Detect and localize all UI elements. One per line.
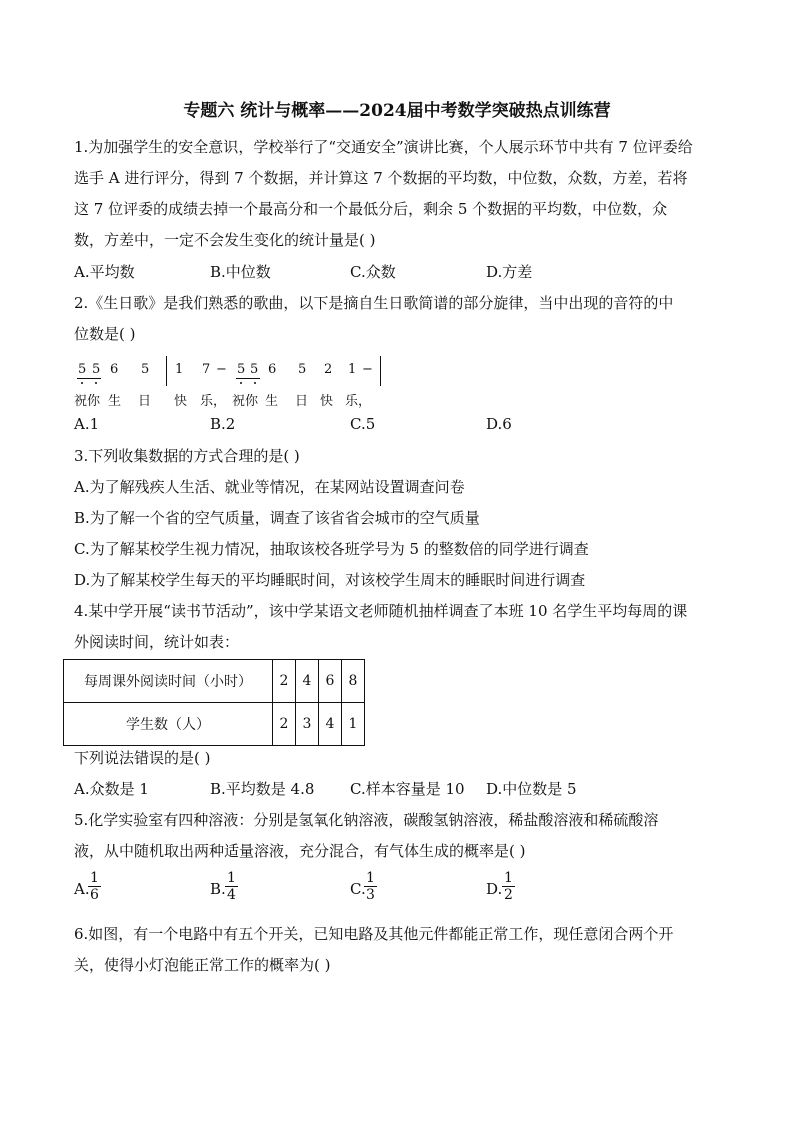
table-row-header: 每周课外阅读时间（小时）: [64, 660, 273, 703]
question-2-option-c[interactable]: C.5: [350, 415, 376, 433]
bar-line: [166, 356, 167, 386]
lyric: 乐，: [200, 394, 227, 409]
question-1-line-4: 数，方差中，一定不会发生变化的统计量是( ): [74, 231, 376, 249]
table-row: [64, 660, 365, 703]
note: 5: [250, 362, 259, 377]
lyric: 生: [265, 394, 279, 409]
note: 2: [324, 362, 333, 377]
question-1-line-3: 这 7 位评委的成绩去掉一个最高分和一个最低分后，剩余 5 个数据的平均数，中位数，众: [74, 200, 668, 218]
note: 7: [202, 362, 211, 377]
fraction-numerator: 1: [90, 870, 99, 886]
question-4-line-1: 4.某中学开展“读书节活动”，该中学某语文老师随机抽样调查了本班 10 名学生平均每周的课: [74, 602, 688, 620]
fraction: [364, 870, 377, 903]
question-3-option-b[interactable]: B.为了解一个省的空气质量，调查了该省省会城市的空气质量: [74, 509, 480, 527]
table-cell: 4: [296, 660, 319, 703]
option-label: D.: [486, 880, 503, 898]
table-cell: 1: [342, 703, 365, 746]
lyric: 日: [295, 394, 309, 409]
table-cell: 4: [319, 703, 342, 746]
note: 5: [141, 362, 150, 377]
fraction-denominator: 3: [366, 887, 375, 903]
note: 6: [110, 362, 119, 377]
fraction-denominator: 2: [504, 887, 513, 903]
option-label: C.: [350, 880, 366, 898]
table-cell: 3: [296, 703, 319, 746]
fraction-numerator: 1: [366, 870, 375, 886]
question-5-option-b[interactable]: [210, 880, 226, 898]
question-4-option-d[interactable]: D.中位数是 5: [486, 780, 577, 798]
question-3-option-a[interactable]: A.为了解残疾人生活、就业等情况，在某网站设置调查问卷: [74, 478, 465, 496]
note-dot: [254, 382, 256, 384]
lyric: 快: [320, 394, 334, 409]
option-label: B.: [210, 880, 226, 898]
question-6-line-2: 关，使得小灯泡能正常工作的概率为( ): [74, 956, 331, 974]
lyric: 日: [138, 394, 152, 409]
question-1-option-c[interactable]: C.众数: [350, 263, 396, 281]
fraction: [88, 870, 101, 903]
page-title: 专题六 统计与概率——2024届中考数学突破热点训练营: [183, 101, 611, 121]
question-4-option-a[interactable]: A.众数是 1: [74, 780, 149, 798]
fraction: [502, 870, 515, 903]
question-4-line-2: 外阅读时间，统计如表：: [74, 633, 240, 651]
question-2-line-2: 位数是( ): [74, 325, 136, 343]
table-cell: 6: [319, 660, 342, 703]
question-2-line-1: 2.《生日歌》是我们熟悉的歌曲，以下是摘自生日歌简谱的部分旋律，当中出现的音符的中: [74, 294, 674, 312]
note: −: [216, 362, 227, 377]
question-3-option-d[interactable]: D.为了解某校学生每天的平均睡眠时间，对该校学生周末的睡眠时间进行调查: [74, 571, 586, 589]
note: 1: [175, 362, 184, 377]
lyric: 祝你: [74, 394, 101, 409]
lyric: 乐，: [345, 394, 372, 409]
question-1-option-a[interactable]: A.平均数: [74, 263, 135, 281]
table-row: [64, 703, 365, 746]
note: 5: [78, 362, 87, 377]
table-cell: 2: [273, 703, 296, 746]
question-1-line-2: 选手 A 进行评分，得到 7 个数据，并计算这 7 个数据的平均数，中位数，众数，方差，若将: [74, 169, 688, 187]
question-5-line-1: 5.化学实验室有四种溶液：分别是氢氧化钠溶液，碳酸氢钠溶液，稀盐酸溶液和稀硫酸溶: [74, 811, 659, 829]
question-6-line-1: 6.如图，有一个电路中有五个开关，已知电路及其他元件都能正常工作，现任意闭合两个开: [74, 925, 674, 943]
question-3-stem: 3.下列收集数据的方式合理的是( ): [74, 447, 300, 465]
note-underline: [236, 378, 260, 379]
note: 5: [92, 362, 101, 377]
bar-line: [380, 356, 381, 386]
question-4-option-c[interactable]: C.样本容量是 10: [350, 780, 465, 798]
question-5-option-d[interactable]: [486, 880, 502, 898]
question-3-option-c[interactable]: C.为了解某校学生视力情况，抽取该校各班学号为 5 的整数倍的同学进行调查: [74, 540, 589, 558]
question-1-option-d[interactable]: D.方差: [486, 263, 533, 281]
fraction-denominator: 6: [90, 887, 99, 903]
table-row-header: 学生数（人）: [64, 703, 273, 746]
note-dot: [81, 382, 83, 384]
question-2-option-d[interactable]: D.6: [486, 415, 512, 433]
fraction-numerator: 1: [227, 870, 236, 886]
reading-time-table: [63, 659, 365, 746]
note: 5: [298, 362, 307, 377]
note-underline: [77, 378, 101, 379]
note: −: [362, 362, 373, 377]
question-5-line-2: 液，从中随机取出两种适量溶液，充分混合，有气体生成的概率是( ): [74, 842, 526, 860]
table-cell: 2: [273, 660, 296, 703]
note: 6: [268, 362, 277, 377]
lyric: 生: [108, 394, 122, 409]
fraction: [225, 870, 238, 903]
note: 1: [348, 362, 357, 377]
note: 5: [237, 362, 246, 377]
question-4-prompt: 下列说法错误的是( ): [74, 749, 211, 767]
lyric: 祝你: [232, 394, 259, 409]
option-label: A.: [74, 880, 90, 898]
fraction-numerator: 1: [504, 870, 513, 886]
lyric: 快: [174, 394, 188, 409]
note-dot: [240, 382, 242, 384]
question-2-option-b[interactable]: B.2: [210, 415, 236, 433]
question-2-option-a[interactable]: A.1: [74, 415, 100, 433]
question-1-option-b[interactable]: B.中位数: [210, 263, 271, 281]
fraction-denominator: 4: [227, 887, 236, 903]
question-1-line-1: 1.为加强学生的安全意识，学校举行了“交通安全”演讲比赛，个人展示环节中共有 7 位评委给: [74, 138, 693, 156]
note-dot: [95, 382, 97, 384]
question-4-option-b[interactable]: B.平均数是 4.8: [210, 780, 315, 798]
table-cell: 8: [342, 660, 365, 703]
